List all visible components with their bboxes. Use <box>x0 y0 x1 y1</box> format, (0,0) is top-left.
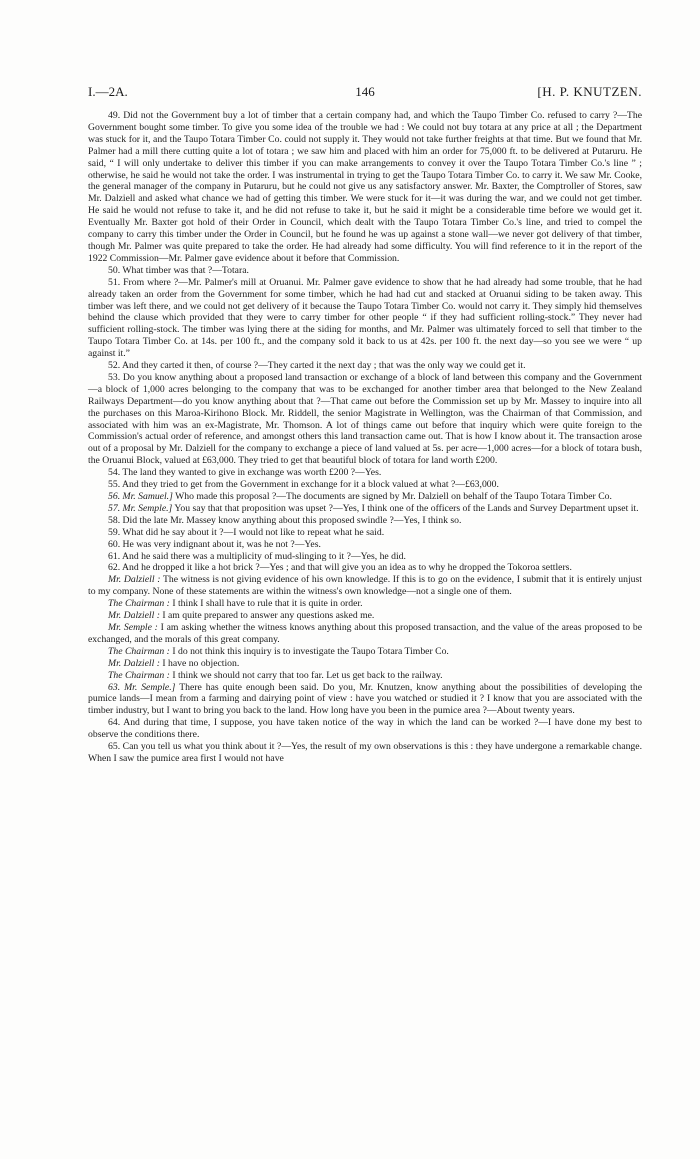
paragraph-text: You say that that proposition was upset ?—Yes, I think one of the officers of the Lands and Survey Department upset it. <box>174 502 639 514</box>
testimony-paragraph <box>88 503 642 515</box>
testimony-paragraph <box>88 622 642 646</box>
paragraph-text: I think I shall have to rule that it is quite in order. <box>172 598 363 610</box>
paragraph-text: 53. Do you know anything about a proposed land transaction or exchange of a block of land between this company and the Government—a block of 1,000 acres belonging to the company that was to be exchanged for another timber area that belonged to the New Zealand Railways Department—do you know anything about that ?—That came out before the Commission set up by Mr. Massey to inquire into all the purchases on this Maroa-Kirihono Block. Mr. Riddell, the senior Magistrate in Wellington, was the Chairman of that Commission, and associated with him was an ex-Magistrate, Mr. Thomson. A lot of things came out before that inquiry which were quite foreign to the Commission's actual order of reference, and amongst others this land transaction came out. That is how I know about it. The transaction arose out of a proposal by Mr. Dalziell for the company to exchange a piece of land valued at 5s. per acre—1,000 acres—for a block of totara bush, the Oruanui Block, valued at £63,000. They tried to get that beautiful block of totara for land worth £200. <box>88 371 642 467</box>
speaker-label: The Chairman : <box>108 669 170 681</box>
testimony-paragraph <box>88 598 642 610</box>
testimony-paragraph <box>88 277 642 360</box>
paragraph-text: 51. From where ?—Mr. Palmer's mill at Oruanui. Mr. Palmer gave evidence to show that he had already had some trouble, that he had already taken an order from the Government for some timber, which he had had cut and stacked at Oruanui siding to be taken away. This timber was left there, and we could not get delivery of it because the Taupo Totara Timber Co. would not carry it. They simply hid themselves behind the clause which provided that they were to carry timber for other people “ if they had sufficient rolling-stock.” They never had sufficient rolling-stock. The timber was lying there at the siding for months, and Mr. Palmer was ultimately forced to sell that timber to the Taupo Totara Timber Co. at 14s. per 100 ft., and the company sold it back to us at 42s. per 100 ft. the next day—so you see we were “ up against it.” <box>88 276 642 360</box>
testimony-paragraph <box>88 610 642 622</box>
testimony-paragraph <box>88 717 642 741</box>
page-number: 146 <box>355 84 375 99</box>
testimony-paragraph <box>88 491 642 503</box>
testimony-paragraph <box>88 551 642 563</box>
paragraph-text: 61. And he said there was a multiplicity of mud-slinging to it ?—Yes, he did. <box>108 550 406 562</box>
paragraph-text: 65. Can you tell us what you think about it ?—Yes, the result of my own observations is this : they have undergone a remarkable change. When I saw the pumice area first I would not have <box>88 741 642 764</box>
paragraph-text: I think we should not carry that too far. Let us get back to the railway. <box>172 669 443 681</box>
speaker-label: 63. Mr. Semple.] <box>108 681 176 693</box>
testimony-paragraph <box>88 515 642 527</box>
speaker-label: Mr. Semple : <box>108 621 158 633</box>
testimony-paragraph <box>88 646 642 658</box>
paragraph-text: 58. Did the late Mr. Massey know anything about this proposed swindle ?—Yes, I think so. <box>108 514 462 526</box>
paragraph-text: 59. What did he say about it ?—I would not like to repeat what he said. <box>108 526 385 538</box>
testimony-body <box>88 110 642 765</box>
testimony-paragraph <box>88 110 642 265</box>
paragraph-text: I have no objection. <box>162 657 240 669</box>
paragraph-text: I do not think this inquiry is to investigate the Taupo Totara Timber Co. <box>172 645 449 657</box>
testimony-paragraph <box>88 741 642 765</box>
testimony-paragraph <box>88 670 642 682</box>
testimony-paragraph <box>88 265 642 277</box>
paragraph-text: The witness is not giving evidence of his own knowledge. If this is to go on the evidence, I submit that it is entirely unjust to my company. None of these statements are within the witness's own knowledge—not a single one of them. <box>88 574 642 598</box>
paragraph-text: Who made this proposal ?—The documents are signed by Mr. Dalziell on behalf of the Taupo Totara Timber Co. <box>175 491 612 502</box>
paragraph-text: 52. And they carted it then, of course ?—They carted it the next day ; that was the only way we could get it. <box>108 360 526 372</box>
testimony-paragraph <box>88 372 642 467</box>
testimony-paragraph <box>88 574 642 598</box>
speaker-label: The Chairman : <box>108 598 170 610</box>
paragraph-text: 54. The land they wanted to give in exchange was worth £200 ?—Yes. <box>108 467 382 479</box>
witness-name: [H. P. KNUTZEN. <box>537 84 642 99</box>
speaker-label: Mr. Dalziell : <box>108 574 161 586</box>
page-header <box>88 84 642 104</box>
paragraph-text: I am asking whether the witness knows anything about this proposed transaction, and the value of the areas proposed to be exchanged, and the morals of this great company. <box>88 621 643 645</box>
testimony-paragraph <box>88 682 642 718</box>
testimony-paragraph <box>88 658 642 670</box>
document-reference: I.—2A. <box>88 84 128 99</box>
speaker-label: 57. Mr. Semple.] <box>108 502 173 514</box>
paragraph-text: 49. Did not the Government buy a lot of timber that a certain company had, and which the Taupo Timber Co. refused to carry ?—The Government bought some timber. To give you some idea of the trouble we had : We could not buy totara at any price at all ; the Department was stuck for it, and the Taupo Totara Timber Co. could not supply it. They would not take further freights at that time. But we found that Mr. Palmer had a mill there cutting quite a lot of totara ; we saw him and placed with him an order for 75,000 ft. to be delivered at Putaruru. He said, “ I will only undertake to deliver this timber if you can make arrangements to convey it over the Taupo Totara Timber Co.'s line ” ; otherwise, he said he would not take the order. I was instrumental in trying to get the Taupo Totara Timber Co. to carry it. We saw Mr. Cooke, the general manager of the company in Putaruru, but he could not give us any satisfactory answer. Mr. Baxter, the Comptroller of Stores, saw Mr. Dalziell and asked what chance we had of getting this timber. We were stuck for it—it was during the war, and we could not get timber. He said he would not refuse to take it, and he did not refuse to take it, but he said it might be a considerable time before we would get it. Eventually Mr. Baxter got hold of their Order in Council, which dealt with the Taupo Totara Timber Co.'s line, and tried to compel the company to carry this timber under the Order in Council, but he found he was up against a stone wall—we never got delivery of that timber, though Mr. Palmer was quite prepared to take the order. He had already had some difficulty. You will find reference to it in the report of the 1922 Commission—Mr. Palmer gave evidence about it before that Commission. <box>88 110 642 264</box>
speaker-label: The Chairman : <box>108 645 170 657</box>
paragraph-text: 60. He was very indignant about it, was he not ?—Yes. <box>108 538 321 550</box>
paragraph-text: 50. What timber was that ?—Totara. <box>108 264 249 276</box>
paragraph-text: 64. And during that time, I suppose, you have taken notice of the way in which the land can be worked ?—I have done my best to observe the conditions there. <box>88 717 642 741</box>
paragraph-text: There has quite enough been said. Do you, Mr. Knutzen, know anything about the possibilities of developing the pumice lands—I mean from a farming and dairying point of view : have you watched or studied it ? I know that you are associated with the timber industry, but I want to bring you back to the land. How long have you been in the pumice area ?—About twenty years. <box>88 681 642 717</box>
speaker-label: Mr. Dalziell : <box>108 657 160 669</box>
paragraph-text: 55. And they tried to get from the Government in exchange for it a block valued at what ?—£63,000. <box>108 479 499 491</box>
speaker-label: 56. Mr. Samuel.] <box>108 491 173 502</box>
speaker-label: Mr. Dalziell : <box>108 610 160 622</box>
testimony-paragraph <box>88 467 642 479</box>
paragraph-text: I am quite prepared to answer any questions asked me. <box>162 610 375 622</box>
paragraph-text: 62. And he dropped it like a hot brick ?—Yes ; and that will give you an idea as to why he dropped the Tokoroa settlers. <box>108 562 572 574</box>
testimony-paragraph <box>88 527 642 539</box>
testimony-paragraph <box>88 479 642 491</box>
testimony-paragraph <box>88 562 642 574</box>
testimony-paragraph <box>88 539 642 551</box>
testimony-paragraph <box>88 360 642 372</box>
